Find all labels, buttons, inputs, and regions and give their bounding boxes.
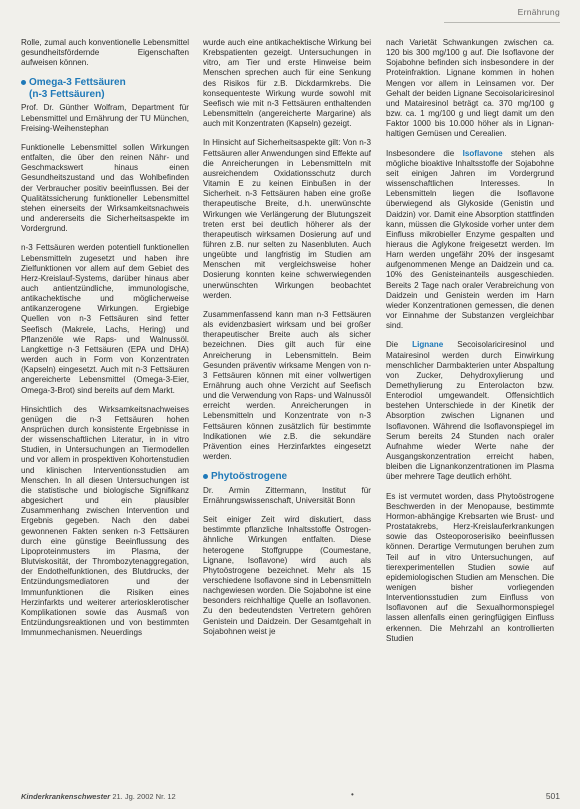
bullet-icon [203,474,208,479]
section-title-phytooestrogene [203,471,371,483]
paragraph: In Hinsicht auf Sicherheitsaspekte gilt: Von n-3 Fettsäuren aller Anwendungen sind Effekte auf die Anreicherungen in Lebensmitteln mit ausreichendem Oxidationsschutz durch Vitamin E zu keinen Einbußen in der Sicherheit. n-3 Fettsäuren haben eine große therapeutische Breite, d.h. unerwünschte Wirkungen wie Verlängerung der Blutungszeit treten erst bei deutlich höherer als der therapeutisch wirksamen Dosierung auf und führen z.B. nur selten zu Nasenbluten. Auch ungeübte und langfristig im Studien am Menschen mit vergleichsweise hoher Dosierung konnten keine schwerwiegenden unerwünschten Wirkungen beobachtet werden. [203,138,371,300]
paragraph: Hinsichtlich des Wirksamkeitsnachweises genügen die n-3 Fettsäuren hohen Ansprüchen durch konsistente Ergebnisse in der wissenschaftlichen Literatur, in in vitro Studien, in Untersuchungen an Tiermodellen und vor allem in prospektiven Kohortenstudien und klinischen Interventionsstudien am Menschen. In all diesen Untersuchungen ist die statistische und biologische Signifikanz abgesichert und ein plausibler Zusammenhang zwischen Intervention und Ergebnis gegeben. Nach den dabei gewonnenen Fakten senken n-3 Fettsäuren durch eine günstige Beeinflussung des Lipoproteinmusters im Plasma, der Blutviskosität, der Thrombozytenaggregation, der Endothelfunktionen, des Blutdrucks, der Entzündungsmediatoren und der Immunfunktionen die Risiken eines Herzinfarkts und weiterer arteriosklerotischer Komplikationen sowie das Ausmaß von Entzündungsreaktionen und von bestimmten Immunmechanismen. Neuerdings [21,404,189,638]
header-rule [444,22,560,23]
page-section-header: Ernährung [517,7,560,17]
paragraph [386,340,554,482]
journal-citation [21,792,176,801]
paragraph: nach Varietät Schwankungen zwischen ca. 120 bis 300 mg/100 g auf. Die Isoflavone der Sojabohne befinden sich insbesondere in der Proteinfraktion. Lignane kommen in hohen Mengen vor allem in Leinsamen vor. Der Gehalt der beiden Lignane Secoisolariciresinol und Matairesinol beträgt ca. 370 mg/100 g bzw. ca. 1 mg/100 g und liegt damit um den Faktor 1000 bis 10.000 höher als in Lignan-haltigen Gemüsen und Cerealien. [386,38,554,139]
paragraph: Seit einiger Zeit wird diskutiert, dass bestimmte pflanzliche Inhaltsstoffe Östrogen-ähnliche Wirkungen entfalten. Diese heterogene Stoffgruppe (Coumestane, Lignane, Isoflavone) wird auch als Phytoöstrogene bezeichnet. Mehr als 15 verschiedene Isoflavone sind in Lebensmitteln nachgewiesen worden. Die Sojabohne ist eine besonders reichhaltige Quelle an Isoflavonen. Zu den bedeutendsten Vertretern gehören Genistein und Daidzein. Der Gesamtgehalt in Sojabohnen weist je [203,515,371,636]
paragraph [386,149,554,332]
page-footer [21,789,560,801]
paragraph: wurde auch eine antikachektische Wirkung bei Krebspatienten gezeigt. Untersuchungen in vitro, am Tier und erste Hinweise beim Menschen sprechen auch für eine Senkung des Risikos für z.B. Dickdarmkrebs. Die konsequenteste Wirkung wurde sowohl mit Seefisch wie mit n-3 Fettsäuren enthaltenden Lebensmitteln (angereicherte Margarine) als auch mit Konzentraten (Kapseln) gezeigt. [203,38,371,129]
text-lead: Insbesondere die [386,148,455,158]
text-lead: Die [386,340,399,350]
paragraph: n-3 Fettsäuren werden potentiell funktionellen Lebensmitteln zugesetzt und haben ihre Zielfunktionen vor allem auf dem Gebiet des Herz-Kreislauf-Systems, darüber hinaus aber auch antientzündliche, immunologische, antikachektische und möglicherweise antikanzerogene Wirkungen. Ergiebige Quellen von n-3 Fettsäuren sind fetter Seefisch (Makrele, Lachs, Hering) und Pflanzenöle wie Raps- und Walnussöl. Langkettige n-3 Fettsäuren (EPA und DHA) werden auch in Form von Konzentraten (Kapseln) eingesetzt. Auch mit n-3 Fettsäuren angereicherte Lebensmittel (Omega-3-Eier, Omega-3-Brot) sind bereits auf dem Markt. [21,243,189,395]
footer-dot-icon: • [351,790,354,799]
bullet-icon [21,80,26,85]
section-title-line: (n-3 Fettsäuren) [29,88,105,100]
page-number: 501 [545,791,560,801]
column-1 [21,38,189,638]
paragraph: Rolle, zumal auch konventionelle Lebensmittel gesundheitsfördernde Eigenschaften aufweisen können. [21,38,189,68]
author-byline: Dr. Armin Zittermann, Institut für Ernährungswissenschaft, Universität Bonn [203,485,371,505]
column-2 [203,38,371,637]
column-3 [386,38,554,644]
section-title-line: Omega-3 Fettsäuren [29,77,126,89]
text-body: Secoisolariciresinol und Matairesinol werden durch Einwirkung menschlicher Darmbakterien unter Abspaltung von Zucker, Dehydroxylierung und Demethylierung zu Enterolacton bzw. Enterodiol umgewandelt. Offensichtlich bestehen Unterschiede in der Kinetik der Absorption zwischen Lignanen und Isoflavonen. Während die Isoflavonspiegel im Serum bereits 24 Stunden nach oraler Aufnahme wieder Werte nahe der Ausgangskonzentration erreicht haben, bleiben die Lignankonzentrationen im Plasma über mehrere Tage deutlich erhöht. [386,340,555,482]
journal-issue: 21. Jg. 2002 Nr. 12 [112,792,176,801]
keyword-isoflavone: Isoflavone [462,148,503,158]
paragraph: Es ist vermutet worden, dass Phytoöstrogene Beschwerden in der Menopause, bestimmte Hormon-abhängige Krebsarten wie Brust- und Prostatakrebs, Herz-Kreislauferkrankungen sowie das Osteoporoserisiko beeinflussen können. Derartige Vermutungen beruhen zum Teil auf in vitro Untersuchungen, auf tierexperimentellen Studien sowie auf epidemiologischen Studien am Menschen. Die wenigen bisher vorliegenden Interventionsstudien zum Einfluss von Isoflavonen auf die Sexualhormonspiegel lassen allenfalls einen geringfügigen Einfluss erkennen. Die Mehrzahl an kontrollierten Studien [386,491,554,643]
section-title-line: Phytoöstrogene [211,471,288,483]
journal-name: Kinderkrankenschwester [21,792,111,801]
paragraph: Zusammenfassend kann man n-3 Fettsäuren als evidenzbasiert wirksam und bei großer therapeutischer Breite auch als sicher bezeichnen. Dies gilt auch für eine Anreicherung in Lebensmitteln. Beim Gesunden präventiv wirksame Mengen von n-3 Fettsäuren können mit einer vollwertigen Ernährung auch ohne Verzicht auf Seefisch und die Verwendung von Raps- und Walnussöl erreicht werden. Anreicherungen in Lebensmitteln und Konzentrate von n-3 Fettsäuren können zusätzlich für bestimmte Indikationen wie z.B. die sekundäre Prävention eines Herzinfarktes eingesetzt werden. [203,309,371,462]
paragraph: Funktionelle Lebensmittel sollen Wirkungen entfalten, die über den reinen Nähr- und Geschmackswert hinaus einen Gesundheitszustand und das Wohlbefinden der Verbraucher positiv beeinflussen. Bei der Qualitätssicherung funktioneller Lebensmittel stehen einerseits der Wirksamkeitsnachweis und andererseits die Sicherheitsaspekte im Vordergrund. [21,142,189,234]
keyword-lignane: Lignane [412,340,444,350]
author-byline: Prof. Dr. Günther Wolfram, Department für Lebensmittel und Ernährung der TU München, Freising-Weihenstephan [21,103,189,133]
section-title-omega3 [21,77,189,100]
text-body: stehen als mögliche bioaktive Inhaltsstoffe der Sojabohne seit einigen Jahren im Vordergrund wissenschaftlichen Interesses. In Lebensmitteln liegen die Isoflavone überwiegend als Glykoside (Genistin und Daidzin) vor. Damit eine Absorption stattfinden kann, müssen die Glykoside vorher unter dem Einfluss mikrobieller Enzyme gespalten und hieraus die Aglykone freigesetzt werden. Im Harn werden ungefähr 20% der insgesamt aufgenommenen Menge an Daidzein und ca. 10% des Genisteinanteils ausgeschieden. Bereits 2 Tage nach oraler Verabreichung von Daidzein und Genistein werden im Harn wieder Konzentrationen gemessen, die denen vor Einnahme der Substanzen vergleichbar sind. [386,148,555,331]
